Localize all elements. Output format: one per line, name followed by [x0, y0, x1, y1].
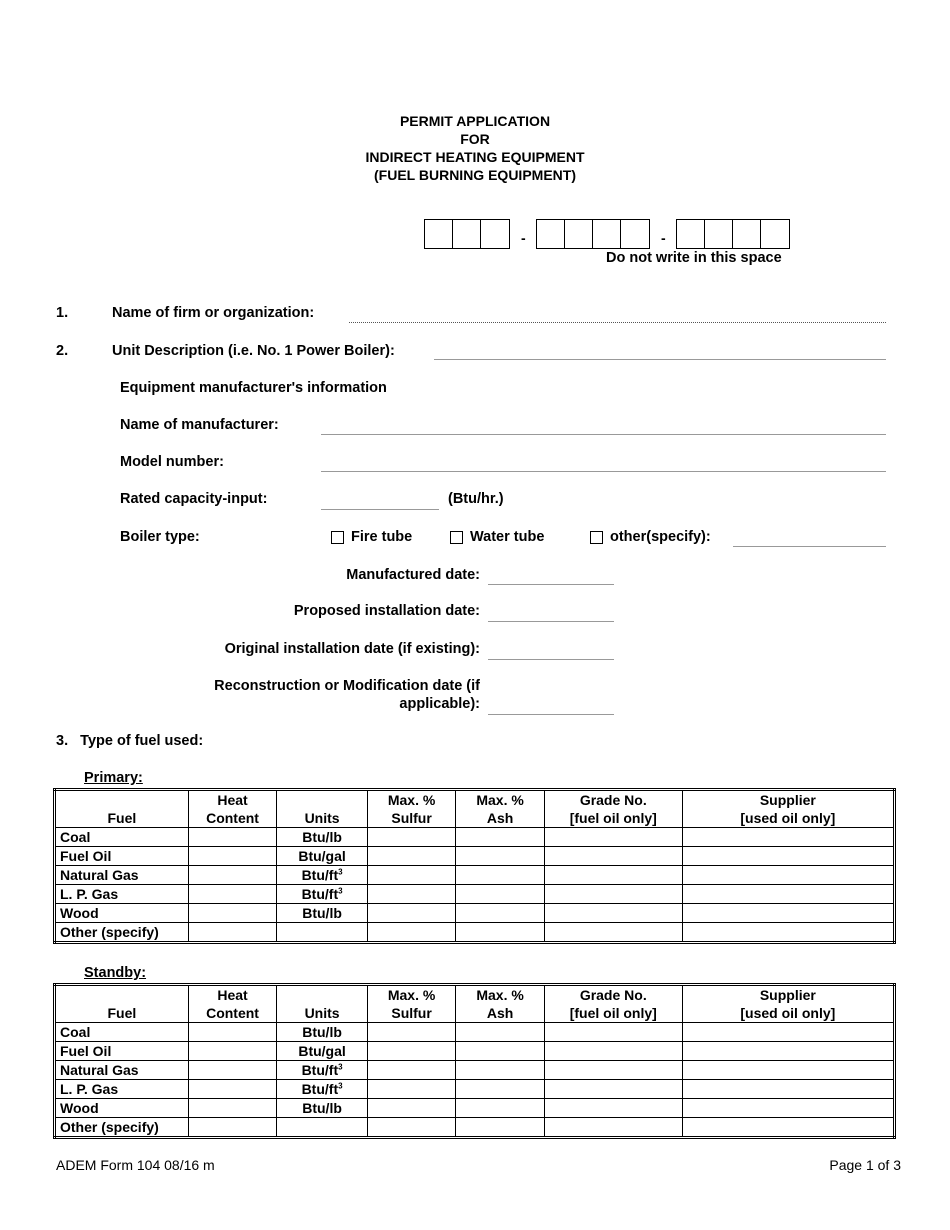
- entry-cell[interactable]: [456, 885, 545, 904]
- section-1-number: 1.: [56, 305, 69, 321]
- office-use-box-group-2: [536, 219, 650, 249]
- table-row: [55, 866, 895, 885]
- reconstruction-label-line2: applicable):: [399, 696, 480, 712]
- rated-capacity-label: Rated capacity-input:: [120, 491, 268, 507]
- office-use-note: Do not write in this space: [606, 250, 782, 266]
- model-number-label: Model number:: [120, 454, 224, 470]
- entry-cell[interactable]: [456, 1061, 545, 1080]
- units-text: Btu/gal: [298, 1043, 346, 1059]
- entry-cell[interactable]: [367, 1042, 456, 1061]
- entry-cell[interactable]: [544, 923, 682, 943]
- header-text: Max. %: [387, 987, 436, 1003]
- title-line: INDIRECT HEATING EQUIPMENT: [365, 149, 585, 165]
- header-text: [fuel oil only]: [569, 1005, 657, 1021]
- table-row: [55, 885, 895, 904]
- entry-cell[interactable]: [456, 923, 545, 943]
- entry-cell[interactable]: [544, 885, 682, 904]
- entry-cell[interactable]: [682, 1080, 894, 1099]
- fuel-units: [277, 904, 368, 923]
- header-text: Content: [206, 1005, 259, 1021]
- entry-cell[interactable]: [367, 828, 456, 847]
- entry-cell[interactable]: [544, 866, 682, 885]
- entry-cell[interactable]: [456, 866, 545, 885]
- header-heat-content: [188, 790, 277, 828]
- units-text: Btu/ft: [301, 886, 339, 902]
- entry-cell[interactable]: [456, 904, 545, 923]
- reconstruction-label-line1: Reconstruction or Modification date (if: [214, 678, 480, 694]
- fuel-units: [277, 923, 368, 943]
- entry-cell[interactable]: [188, 904, 277, 923]
- form-id: ADEM Form 104 08/16 m: [56, 1157, 215, 1173]
- header-text: Grade No.: [579, 792, 647, 808]
- page-title: [0, 112, 950, 184]
- entry-cell[interactable]: [544, 1023, 682, 1042]
- units-text: Btu/lb: [302, 905, 342, 921]
- manufactured-date-label: Manufactured date:: [346, 567, 480, 583]
- header-units: [277, 790, 368, 828]
- title-line: (FUEL BURNING EQUIPMENT): [374, 167, 576, 183]
- table-header-row: [55, 790, 895, 828]
- fuel-name: Natural Gas: [55, 1061, 189, 1080]
- proposed-install-label: Proposed installation date:: [293, 603, 480, 619]
- header-units: [277, 985, 368, 1023]
- fuel-name: Fuel Oil: [55, 847, 189, 866]
- entry-cell[interactable]: [188, 828, 277, 847]
- manufacturer-heading: Equipment manufacturer's information: [120, 380, 387, 396]
- fuel-units: [277, 1099, 368, 1118]
- title-line: FOR: [460, 131, 490, 147]
- header-text: Fuel: [107, 1005, 137, 1021]
- fuel-name: Wood: [55, 904, 189, 923]
- units-exponent: 3: [338, 1062, 343, 1072]
- fuel-units: [277, 1118, 368, 1138]
- header-text: Max. %: [387, 792, 436, 808]
- firm-name-label: Name of firm or organization:: [112, 305, 315, 321]
- other-boiler-field[interactable]: [733, 546, 886, 547]
- header-text: Ash: [486, 810, 514, 826]
- manufacturer-name-label: Name of manufacturer:: [120, 417, 279, 433]
- fuel-name: Other (specify): [55, 923, 189, 943]
- other-boiler-checkbox[interactable]: [590, 531, 603, 544]
- entry-cell[interactable]: [367, 1023, 456, 1042]
- table-row: [55, 923, 895, 943]
- header-fuel: [55, 985, 189, 1023]
- entry-cell[interactable]: [544, 847, 682, 866]
- units-exponent: 3: [338, 867, 343, 877]
- header-text: Fuel: [107, 810, 137, 826]
- table-row: [55, 847, 895, 866]
- entry-cell[interactable]: [367, 904, 456, 923]
- header-text: Content: [206, 810, 259, 826]
- entry-cell[interactable]: [188, 1061, 277, 1080]
- header-fuel: [55, 790, 189, 828]
- fuel-units: [277, 1042, 368, 1061]
- entry-cell[interactable]: [367, 847, 456, 866]
- office-use-box-group-3: [676, 219, 790, 249]
- units-text: Btu/gal: [298, 848, 346, 864]
- primary-caption: Primary:: [84, 770, 143, 786]
- entry-cell[interactable]: [682, 1061, 894, 1080]
- reconstruction-date-field[interactable]: [488, 714, 614, 715]
- entry-cell[interactable]: [188, 1042, 277, 1061]
- fuel-name: Other (specify): [55, 1118, 189, 1138]
- fire-tube-label: Fire tube: [351, 529, 413, 545]
- title-line: PERMIT APPLICATION: [399, 113, 551, 129]
- manufactured-date-field[interactable]: [488, 584, 614, 585]
- header-grade-no: [544, 985, 682, 1023]
- fire-tube-checkbox[interactable]: [331, 531, 344, 544]
- header-grade-no: [544, 790, 682, 828]
- entry-cell[interactable]: [682, 1042, 894, 1061]
- original-install-label: Original installation date (if existing):: [224, 641, 480, 657]
- header-max-ash: [456, 790, 545, 828]
- entry-cell[interactable]: [456, 847, 545, 866]
- entry-cell[interactable]: [188, 1080, 277, 1099]
- entry-cell[interactable]: [188, 1099, 277, 1118]
- entry-cell[interactable]: [544, 1099, 682, 1118]
- table-row: [55, 828, 895, 847]
- units-exponent: 3: [338, 886, 343, 896]
- header-text: Units: [304, 1005, 340, 1021]
- entry-cell[interactable]: [367, 1099, 456, 1118]
- units-text: Btu/lb: [302, 1024, 342, 1040]
- header-max-ash: [456, 985, 545, 1023]
- fuel-type-heading: 3. Type of fuel used:: [56, 733, 204, 749]
- entry-cell[interactable]: [682, 885, 894, 904]
- manufacturer-name-field[interactable]: [321, 434, 886, 435]
- firm-name-field[interactable]: [349, 322, 886, 323]
- header-text: Supplier: [759, 987, 816, 1003]
- header-supplier: [682, 790, 894, 828]
- header-text: Sulfur: [391, 1005, 432, 1021]
- entry-cell[interactable]: [456, 1099, 545, 1118]
- entry-cell[interactable]: [544, 1118, 682, 1138]
- table-row: [55, 1118, 895, 1138]
- header-max-sulfur: [367, 985, 456, 1023]
- primary-fuel-table: [53, 788, 896, 944]
- entry-cell[interactable]: [682, 1099, 894, 1118]
- entry-cell[interactable]: [456, 1042, 545, 1061]
- entry-cell[interactable]: [188, 847, 277, 866]
- units-text: Btu/ft: [301, 867, 339, 883]
- entry-cell[interactable]: [544, 1061, 682, 1080]
- entry-cell[interactable]: [188, 1118, 277, 1138]
- entry-cell[interactable]: [367, 923, 456, 943]
- entry-cell[interactable]: [367, 866, 456, 885]
- entry-cell[interactable]: [367, 1118, 456, 1138]
- entry-cell[interactable]: [367, 1061, 456, 1080]
- header-text: Grade No.: [579, 987, 647, 1003]
- water-tube-label: Water tube: [470, 529, 545, 545]
- original-install-field[interactable]: [488, 659, 614, 660]
- fuel-name: L. P. Gas: [55, 885, 189, 904]
- fuel-units: [277, 1061, 368, 1080]
- entry-cell[interactable]: [682, 828, 894, 847]
- entry-cell[interactable]: [544, 828, 682, 847]
- entry-cell[interactable]: [456, 1023, 545, 1042]
- header-supplier: [682, 985, 894, 1023]
- fuel-units: [277, 1080, 368, 1099]
- entry-cell[interactable]: [188, 923, 277, 943]
- boiler-type-label: Boiler type:: [120, 529, 200, 545]
- header-text: Heat: [217, 987, 248, 1003]
- units-exponent: 3: [338, 1081, 343, 1091]
- fuel-name: L. P. Gas: [55, 1080, 189, 1099]
- entry-cell[interactable]: [544, 904, 682, 923]
- fuel-name: Coal: [55, 828, 189, 847]
- standby-caption: Standby:: [84, 965, 147, 981]
- standby-fuel-table: [53, 983, 896, 1139]
- entry-cell[interactable]: [456, 828, 545, 847]
- header-text: Heat: [217, 792, 248, 808]
- units-text: Btu/lb: [302, 829, 342, 845]
- fuel-name: Wood: [55, 1099, 189, 1118]
- header-text: Sulfur: [391, 810, 432, 826]
- header-text: [fuel oil only]: [569, 810, 657, 826]
- page-number: Page 1 of 3: [829, 1157, 901, 1173]
- header-text: Max. %: [476, 987, 524, 1003]
- fuel-units: [277, 828, 368, 847]
- entry-cell[interactable]: [367, 885, 456, 904]
- entry-cell[interactable]: [682, 904, 894, 923]
- entry-cell[interactable]: [367, 1080, 456, 1099]
- header-text: Ash: [486, 1005, 514, 1021]
- model-number-field[interactable]: [321, 471, 886, 472]
- entry-cell[interactable]: [456, 1080, 545, 1099]
- entry-cell[interactable]: [544, 1042, 682, 1061]
- proposed-install-field[interactable]: [488, 621, 614, 622]
- fuel-units: [277, 885, 368, 904]
- other-boiler-label: other(specify):: [610, 529, 711, 545]
- unit-description-field[interactable]: [434, 359, 886, 360]
- entry-cell[interactable]: [456, 1118, 545, 1138]
- table-header-row: [55, 985, 895, 1023]
- units-text: Btu/lb: [302, 1100, 342, 1116]
- table-row: [55, 1023, 895, 1042]
- entry-cell[interactable]: [682, 847, 894, 866]
- table-row: [55, 904, 895, 923]
- entry-cell[interactable]: [682, 866, 894, 885]
- header-text: Supplier: [759, 792, 816, 808]
- entry-cell[interactable]: [188, 866, 277, 885]
- fuel-name: Coal: [55, 1023, 189, 1042]
- entry-cell[interactable]: [682, 923, 894, 943]
- header-text: Max. %: [476, 792, 524, 808]
- fuel-units: [277, 1023, 368, 1042]
- header-text: [used oil only]: [740, 810, 836, 826]
- section-2-number: 2.: [56, 343, 69, 359]
- rated-capacity-field[interactable]: [321, 509, 439, 510]
- fuel-units: [277, 866, 368, 885]
- units-text: Btu/ft: [301, 1081, 339, 1097]
- rated-capacity-units: (Btu/hr.): [448, 491, 504, 507]
- office-use-dash: -: [661, 230, 666, 246]
- entry-cell[interactable]: [544, 1080, 682, 1099]
- unit-description-label: Unit Description (i.e. No. 1 Power Boiler):: [112, 343, 395, 359]
- water-tube-checkbox[interactable]: [450, 531, 463, 544]
- fuel-name: Fuel Oil: [55, 1042, 189, 1061]
- table-row: [55, 1042, 895, 1061]
- entry-cell[interactable]: [188, 885, 277, 904]
- entry-cell[interactable]: [682, 1023, 894, 1042]
- header-max-sulfur: [367, 790, 456, 828]
- table-row: [55, 1061, 895, 1080]
- header-heat-content: [188, 985, 277, 1023]
- entry-cell[interactable]: [682, 1118, 894, 1138]
- entry-cell[interactable]: [188, 1023, 277, 1042]
- office-use-dash: -: [521, 230, 526, 246]
- table-row: [55, 1080, 895, 1099]
- fuel-name: Natural Gas: [55, 866, 189, 885]
- table-row: [55, 1099, 895, 1118]
- fuel-units: [277, 847, 368, 866]
- units-text: Btu/ft: [301, 1062, 339, 1078]
- header-text: [used oil only]: [740, 1005, 836, 1021]
- header-text: Units: [304, 810, 340, 826]
- office-use-box-group-1: [424, 219, 510, 249]
